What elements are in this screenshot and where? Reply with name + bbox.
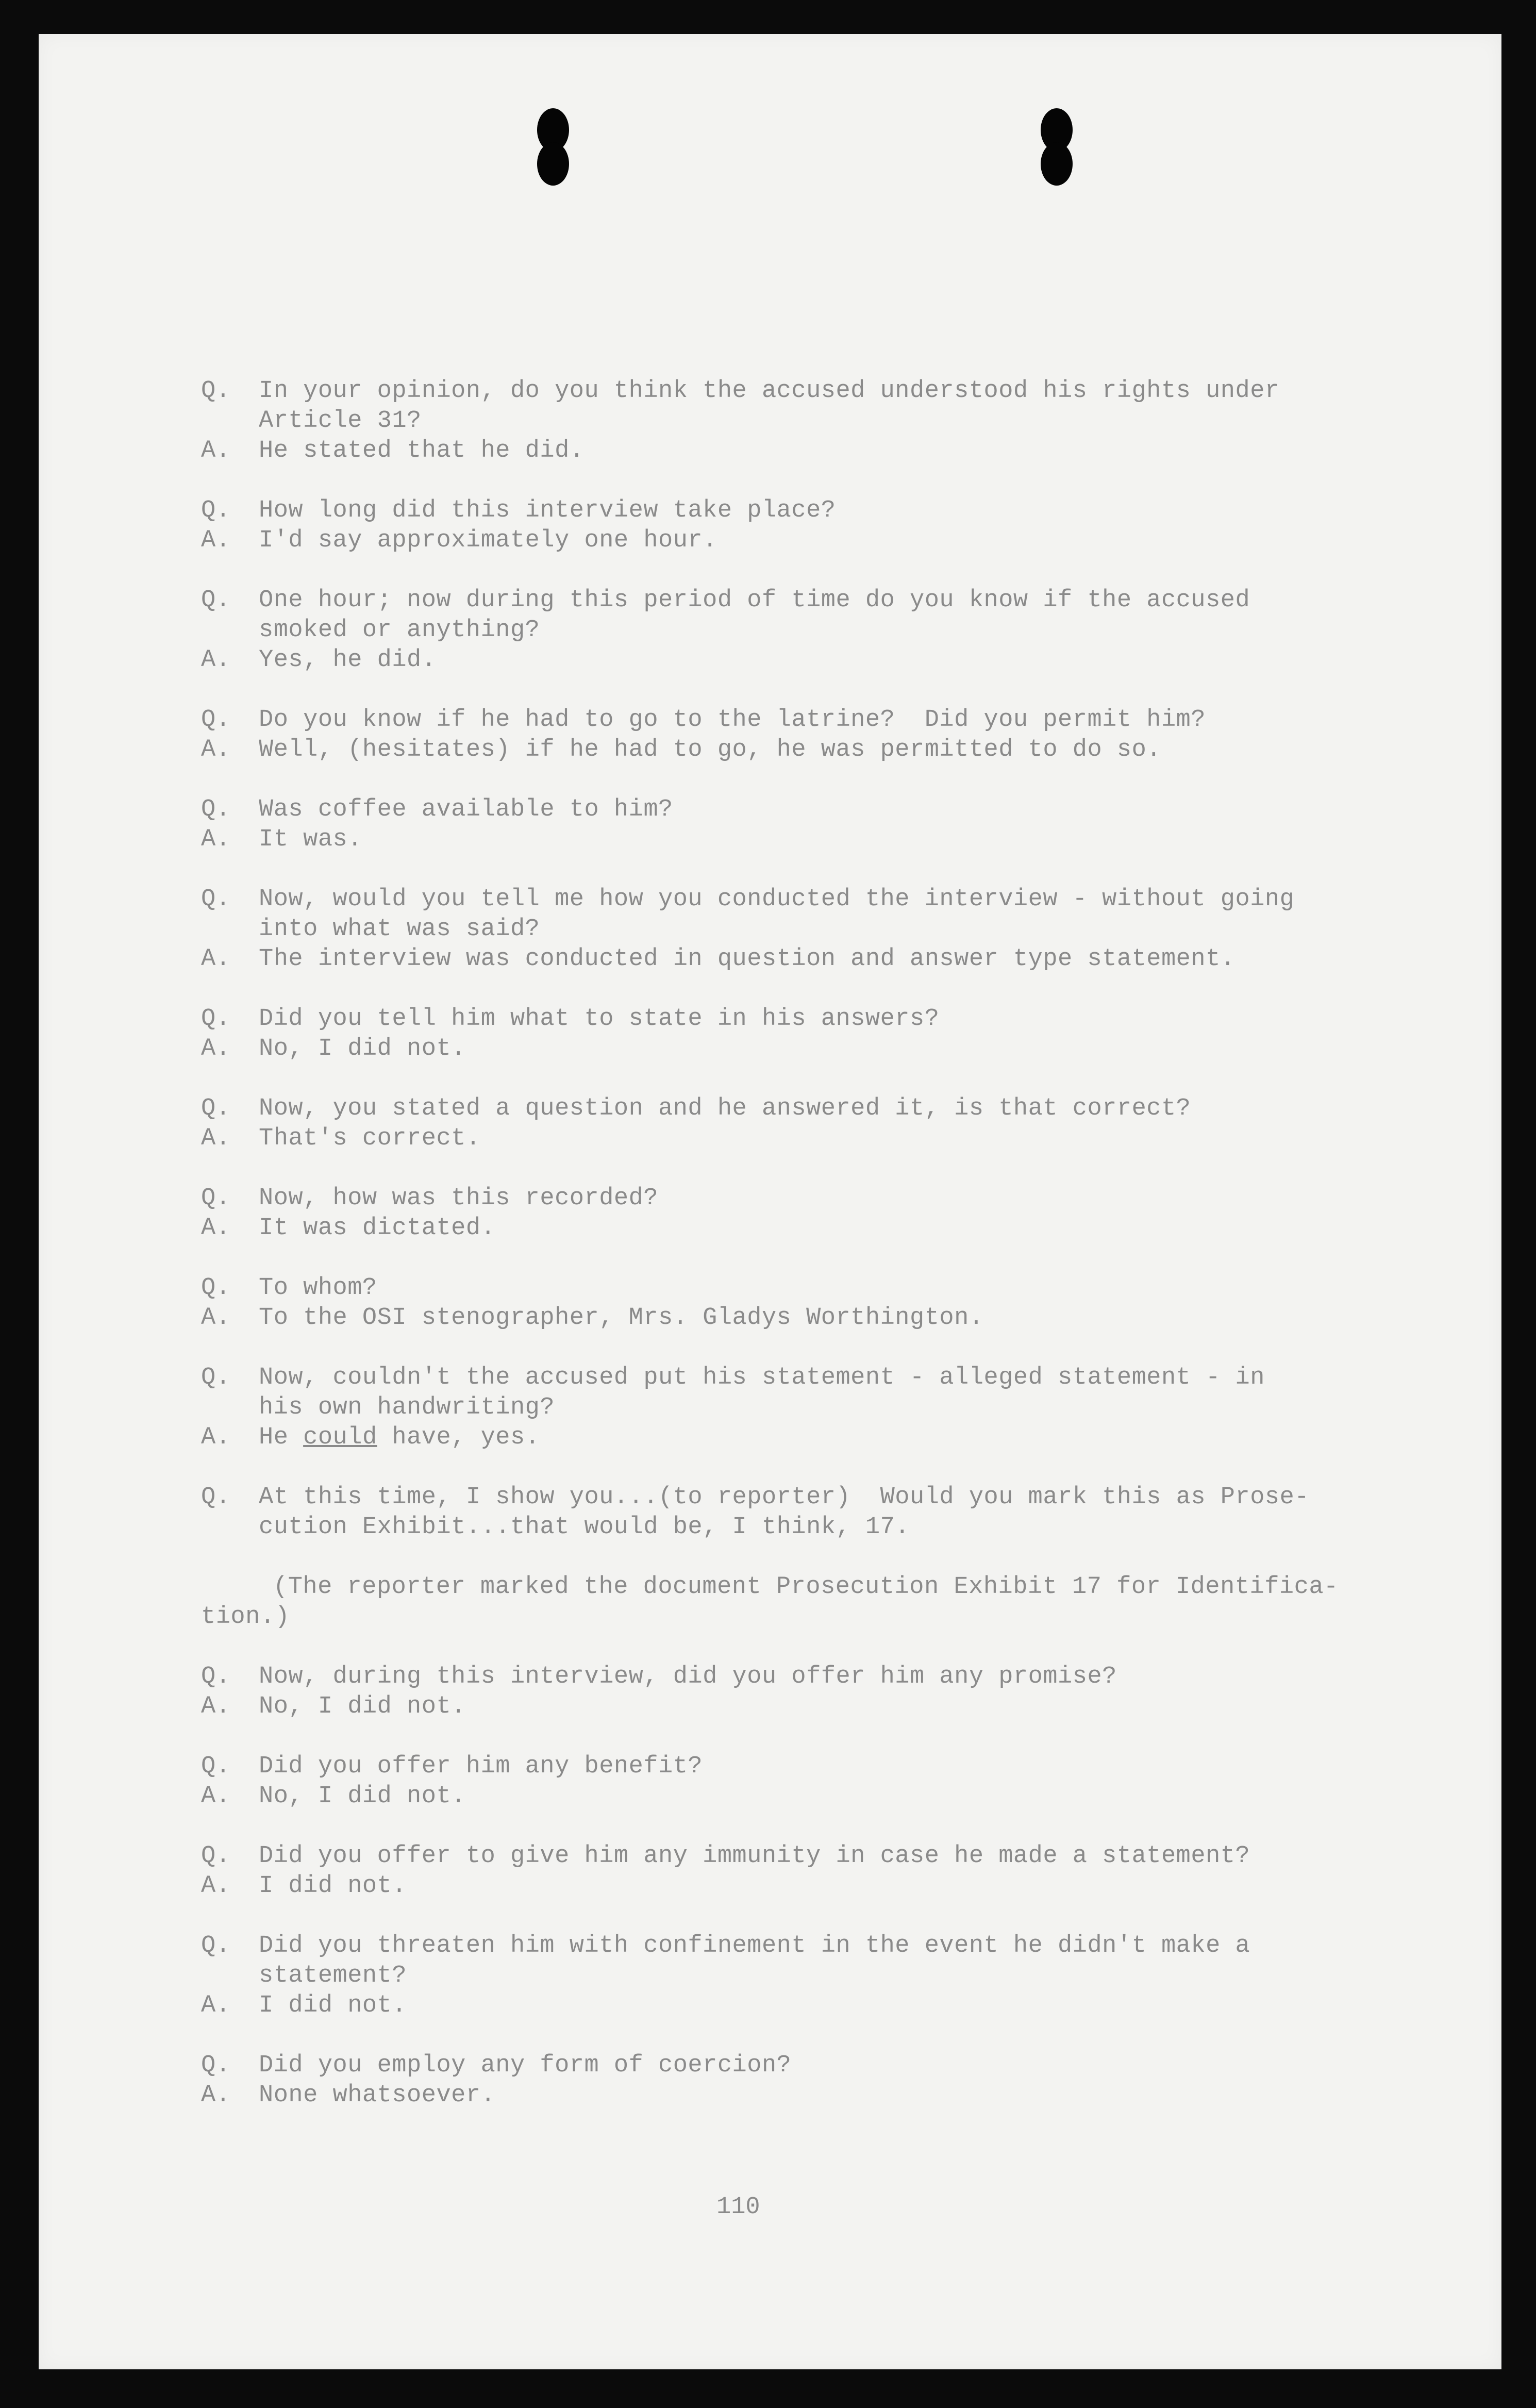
reporter-note xyxy=(201,1572,1387,1632)
page-number: 110 xyxy=(716,2194,760,2221)
speaker-label: Q. xyxy=(201,706,231,734)
answer-line xyxy=(201,1871,1387,1901)
speaker-label: A. xyxy=(201,736,231,763)
continuation-line xyxy=(201,1393,1387,1423)
continuation-line xyxy=(201,1961,1387,1991)
line-text: into what was said? xyxy=(259,916,540,943)
answer-line xyxy=(201,1303,1387,1333)
answer-line xyxy=(201,2081,1387,2111)
line-text: Article 31? xyxy=(259,407,422,435)
speaker-label: A. xyxy=(201,1215,231,1242)
continuation-line xyxy=(201,406,1387,436)
speaker-label: A. xyxy=(201,1304,231,1332)
line-text: smoked or anything? xyxy=(259,617,540,644)
question-line xyxy=(201,1273,1387,1303)
line-text: Yes, he did. xyxy=(259,646,437,674)
question-line xyxy=(201,376,1387,406)
line-text: Now, during this interview, did you offer him any promise? xyxy=(259,1663,1117,1690)
question-line xyxy=(201,1931,1387,1961)
qa-exchange xyxy=(201,2051,1387,2111)
line-text: Did you employ any form of coercion? xyxy=(259,2052,792,2079)
question-line xyxy=(201,1184,1387,1214)
line-text: I'd say approximately one hour. xyxy=(259,527,717,554)
qa-exchange xyxy=(201,1273,1387,1333)
line-text: To the OSI stenographer, Mrs. Gladys Worthington. xyxy=(259,1304,984,1332)
answer-line xyxy=(201,526,1387,556)
line-text: Well, (hesitates) if he had to go, he was permitted to do so. xyxy=(259,736,1161,763)
speaker-label: Q. xyxy=(201,1274,231,1302)
line-text: To whom? xyxy=(259,1274,377,1302)
line-text: It was dictated. xyxy=(259,1215,496,1242)
qa-exchange xyxy=(201,1662,1387,1722)
speaker-label: Q. xyxy=(201,1842,231,1870)
qa-exchange xyxy=(201,885,1387,974)
question-line xyxy=(201,885,1387,915)
line-text: Now, you stated a question and he answered it, is that correct? xyxy=(259,1095,1191,1122)
line-text: statement? xyxy=(259,1962,407,1989)
line-text: I did not. xyxy=(259,1872,407,1900)
speaker-label: Q. xyxy=(201,1663,231,1690)
punch-hole-left xyxy=(537,108,569,186)
speaker-label: A. xyxy=(201,1872,231,1900)
speaker-label: A. xyxy=(201,1783,231,1810)
underlined-word: could xyxy=(303,1424,377,1451)
speaker-label: A. xyxy=(201,437,231,464)
qa-exchange xyxy=(201,1841,1387,1901)
line-text: It was. xyxy=(259,826,362,853)
answer-line xyxy=(201,1124,1387,1154)
speaker-label: Q. xyxy=(201,1364,231,1391)
line-text: Now, how was this recorded? xyxy=(259,1185,659,1212)
line-text: Did you tell him what to state in his answers? xyxy=(259,1005,940,1033)
line-text: One hour; now during this period of time do you know if the accused xyxy=(259,587,1250,614)
speaker-label: A. xyxy=(201,2082,231,2109)
line-text: Was coffee available to him? xyxy=(259,796,673,823)
line-text: None whatsoever. xyxy=(259,2082,496,2109)
line-text: have, yes. xyxy=(377,1424,540,1451)
note-text-continuation: tion.) xyxy=(201,1603,290,1631)
qa-exchange xyxy=(201,1363,1387,1453)
speaker-label: Q. xyxy=(201,587,231,614)
speaker-label: Q. xyxy=(201,1005,231,1033)
answer-line xyxy=(201,944,1387,974)
speaker-label: A. xyxy=(201,1035,231,1062)
speaker-label: Q. xyxy=(201,1095,231,1122)
speaker-label: Q. xyxy=(201,796,231,823)
speaker-label: Q. xyxy=(201,1753,231,1780)
answer-line xyxy=(201,1034,1387,1064)
question-line xyxy=(201,705,1387,735)
line-text: Did you offer to give him any immunity in case he made a statement? xyxy=(259,1842,1250,1870)
line-text: He xyxy=(259,1424,304,1451)
question-line xyxy=(201,795,1387,825)
line-text: How long did this interview take place? xyxy=(259,497,836,524)
speaker-label: A. xyxy=(201,646,231,674)
transcript-body xyxy=(201,376,1387,2140)
question-line xyxy=(201,1841,1387,1871)
speaker-label: A. xyxy=(201,1693,231,1720)
punch-hole-right xyxy=(1041,108,1073,186)
speaker-label: Q. xyxy=(201,1484,231,1511)
line-text: At this time, I show you...(to reporter) Would you mark this as Prose- xyxy=(259,1484,1310,1511)
line-text: his own handwriting? xyxy=(259,1394,555,1421)
line-text: Now, couldn't the accused put his statement - alleged statement - in xyxy=(259,1364,1265,1391)
answer-line xyxy=(201,735,1387,765)
answer-line xyxy=(201,1991,1387,2021)
question-line xyxy=(201,1662,1387,1692)
question-line xyxy=(201,496,1387,526)
speaker-label: A. xyxy=(201,527,231,554)
continuation-line xyxy=(201,1513,1387,1542)
line-text: That's correct. xyxy=(259,1125,481,1152)
line-text: Do you know if he had to go to the latrine? Did you permit him? xyxy=(259,706,1206,734)
speaker-label: Q. xyxy=(201,2052,231,2079)
line-text: Did you offer him any benefit? xyxy=(259,1753,703,1780)
speaker-label: A. xyxy=(201,945,231,973)
line-text: No, I did not. xyxy=(259,1035,466,1062)
qa-exchange xyxy=(201,1483,1387,1542)
question-line xyxy=(201,1752,1387,1782)
qa-exchange xyxy=(201,705,1387,765)
question-line xyxy=(201,1483,1387,1513)
speaker-label: Q. xyxy=(201,497,231,524)
speaker-label: A. xyxy=(201,1125,231,1152)
speaker-label: Q. xyxy=(201,1932,231,1959)
line-text: In your opinion, do you think the accused understood his rights under xyxy=(259,377,1280,405)
qa-exchange xyxy=(201,1004,1387,1064)
answer-line xyxy=(201,436,1387,466)
punch-hole-lower xyxy=(537,142,569,186)
speaker-label: Q. xyxy=(201,886,231,913)
line-text: No, I did not. xyxy=(259,1783,466,1810)
speaker-label: Q. xyxy=(201,377,231,405)
line-text: Now, would you tell me how you conducted the interview - without going xyxy=(259,886,1295,913)
answer-line xyxy=(201,825,1387,855)
qa-exchange xyxy=(201,586,1387,675)
question-line xyxy=(201,2051,1387,2081)
speaker-label: A. xyxy=(201,1424,231,1451)
continuation-line xyxy=(201,915,1387,944)
speaker-label: A. xyxy=(201,1992,231,2019)
line-text: cution Exhibit...that would be, I think, 17. xyxy=(259,1514,910,1541)
qa-exchange xyxy=(201,496,1387,556)
punch-hole-lower xyxy=(1041,142,1073,186)
qa-exchange xyxy=(201,1184,1387,1243)
line-text: Did you threaten him with confinement in the event he didn't make a xyxy=(259,1932,1250,1959)
line-text: No, I did not. xyxy=(259,1693,466,1720)
qa-exchange xyxy=(201,1752,1387,1812)
question-line xyxy=(201,586,1387,616)
line-text: I did not. xyxy=(259,1992,407,2019)
question-line xyxy=(201,1094,1387,1124)
answer-line xyxy=(201,1423,1387,1453)
answer-line xyxy=(201,645,1387,675)
continuation-line xyxy=(201,616,1387,645)
answer-line xyxy=(201,1692,1387,1722)
note-text: (The reporter marked the document Prosecution Exhibit 17 for Identifica- xyxy=(273,1573,1339,1601)
qa-exchange xyxy=(201,795,1387,855)
answer-line xyxy=(201,1782,1387,1812)
speaker-label: A. xyxy=(201,826,231,853)
qa-exchange xyxy=(201,376,1387,466)
line-text: The interview was conducted in question and answer type statement. xyxy=(259,945,1236,973)
question-line xyxy=(201,1004,1387,1034)
speaker-label: Q. xyxy=(201,1185,231,1212)
qa-exchange xyxy=(201,1094,1387,1154)
question-line xyxy=(201,1363,1387,1393)
answer-line xyxy=(201,1214,1387,1243)
qa-exchange xyxy=(201,1931,1387,2021)
line-text: He stated that he did. xyxy=(259,437,585,464)
